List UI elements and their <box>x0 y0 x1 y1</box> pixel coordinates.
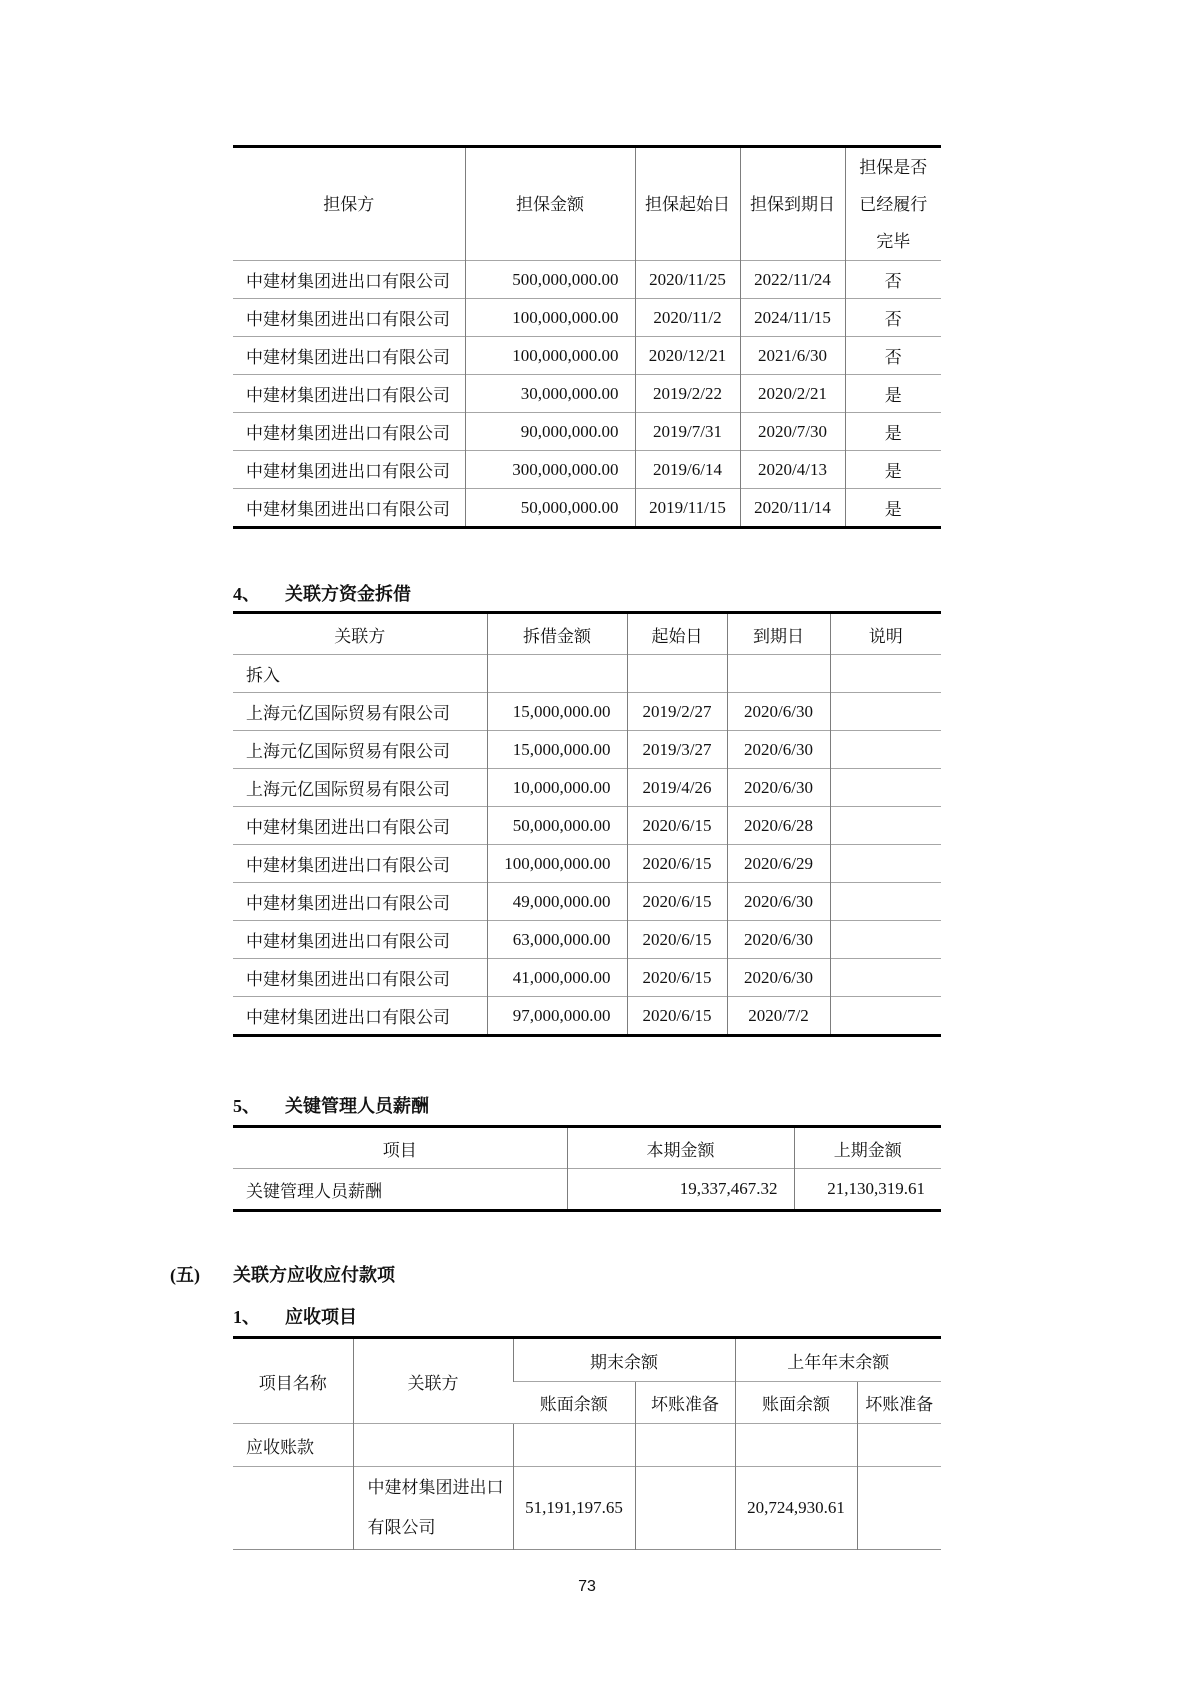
table-cell <box>635 1424 735 1467</box>
table-cell: 15,000,000.00 <box>487 731 627 769</box>
table-cell <box>830 655 941 693</box>
table-cell <box>635 1467 735 1550</box>
compensation-table <box>233 1125 941 1212</box>
table-cell: 中建材集团进出口有限公司 <box>233 883 487 921</box>
section-number: 4、 <box>233 584 260 604</box>
lending-table <box>233 611 941 1037</box>
table-cell: 2020/11/14 <box>740 489 845 528</box>
col-prior-book-balance: 账面余额 <box>735 1382 857 1424</box>
compensation-table-body <box>233 1169 941 1211</box>
table-cell: 2019/7/31 <box>635 413 740 451</box>
table-cell: 2019/4/26 <box>627 769 727 807</box>
page-content <box>170 145 941 1596</box>
guarantee-table-header <box>233 147 941 261</box>
header-line: 担保是否 <box>859 157 928 177</box>
table-cell: 41,000,000.00 <box>487 959 627 997</box>
table-cell: 63,000,000.00 <box>487 921 627 959</box>
table-cell: 中建材集团进出口有限公司 <box>233 261 465 299</box>
section-number: (五) <box>170 1265 200 1285</box>
section-number: 5、 <box>233 1096 260 1116</box>
guarantee-table <box>233 145 941 529</box>
table-row <box>233 845 941 883</box>
table-cell: 15,000,000.00 <box>487 693 627 731</box>
table-cell: 上海元亿国际贸易有限公司 <box>233 693 487 731</box>
table-cell: 2020/6/28 <box>727 807 830 845</box>
table-cell: 中建材集团进出口有限公司 <box>233 997 487 1036</box>
col-lending-amount: 拆借金额 <box>487 613 627 655</box>
table-cell <box>830 693 941 731</box>
table-cell: 2020/6/30 <box>727 731 830 769</box>
table-row <box>233 1169 941 1211</box>
col-group-ending-balance: 期末余额 <box>513 1338 735 1382</box>
section-heading-receivables-payables <box>170 1262 941 1288</box>
table-cell: 30,000,000.00 <box>465 375 635 413</box>
table-cell: 否 <box>845 299 941 337</box>
table-cell: 是 <box>845 489 941 528</box>
table-cell <box>830 769 941 807</box>
table-cell <box>627 655 727 693</box>
col-current-amount: 本期金额 <box>567 1127 794 1169</box>
table-cell: 97,000,000.00 <box>487 997 627 1036</box>
table-cell: 2020/6/30 <box>727 769 830 807</box>
col-guarantor: 担保方 <box>323 194 375 214</box>
table-cell: 中建材集团进出口有限公司 <box>233 807 487 845</box>
table-cell: 2020/4/13 <box>740 451 845 489</box>
table-row <box>233 1424 941 1467</box>
table-cell: 2020/12/21 <box>635 337 740 375</box>
lending-table-header <box>233 613 941 655</box>
section-heading-lending <box>233 581 941 607</box>
col-ending-bad-debt: 坏账准备 <box>635 1382 735 1424</box>
table-cell: 关键管理人员薪酬 <box>233 1169 567 1211</box>
table-cell: 2020/6/30 <box>727 883 830 921</box>
section-heading-compensation <box>233 1093 941 1119</box>
receivables-table-header <box>233 1338 941 1424</box>
subsection-title: 应收项目 <box>285 1307 357 1327</box>
table-row <box>233 655 941 693</box>
col-related-party: 关联方 <box>334 626 386 646</box>
table-cell: 应收账款 <box>233 1424 353 1467</box>
table-cell <box>727 655 830 693</box>
table-cell: 中建材集团进出口有限公司 <box>233 489 465 528</box>
receivables-table <box>233 1336 941 1550</box>
table-cell: 100,000,000.00 <box>465 299 635 337</box>
table-cell: 2020/6/29 <box>727 845 830 883</box>
table-cell: 2021/6/30 <box>740 337 845 375</box>
table-cell: 2020/2/21 <box>740 375 845 413</box>
table-cell: 20,724,930.61 <box>735 1467 857 1550</box>
guarantee-table-body <box>233 261 941 528</box>
table-cell <box>353 1424 513 1467</box>
table-cell: 中建材集团进出口有限公司 <box>233 337 465 375</box>
table-row <box>233 921 941 959</box>
table-cell: 500,000,000.00 <box>465 261 635 299</box>
table-cell: 2019/6/14 <box>635 451 740 489</box>
table-cell: 50,000,000.00 <box>465 489 635 528</box>
table-row <box>233 959 941 997</box>
section-title: 关联方资金拆借 <box>285 584 411 604</box>
table-row <box>233 337 941 375</box>
table-header-row <box>233 1127 941 1169</box>
table-cell: 2020/6/15 <box>627 921 727 959</box>
table-cell: 90,000,000.00 <box>465 413 635 451</box>
table-row <box>233 731 941 769</box>
subsection-number: 1、 <box>233 1307 260 1327</box>
table-cell: 中建材集团进出口有限公司 <box>233 451 465 489</box>
table-cell: 2019/3/27 <box>627 731 727 769</box>
table-row <box>233 375 941 413</box>
table-cell: 300,000,000.00 <box>465 451 635 489</box>
table-cell <box>830 959 941 997</box>
table-row <box>233 693 941 731</box>
table-row <box>233 1467 941 1550</box>
table-cell: 2020/6/15 <box>627 959 727 997</box>
table-header-row <box>233 1338 941 1382</box>
table-row <box>233 769 941 807</box>
table-cell: 2020/7/2 <box>727 997 830 1036</box>
section-title: 关键管理人员薪酬 <box>285 1096 429 1116</box>
col-prior-amount: 上期金额 <box>794 1127 941 1169</box>
table-cell: 10,000,000.00 <box>487 769 627 807</box>
table-cell: 是 <box>845 413 941 451</box>
compensation-table-header <box>233 1127 941 1169</box>
table-row <box>233 807 941 845</box>
table-row <box>233 883 941 921</box>
table-cell: 2019/2/22 <box>635 375 740 413</box>
col-item-name: 项目名称 <box>258 1373 327 1393</box>
table-cell <box>830 921 941 959</box>
table-cell: 2022/11/24 <box>740 261 845 299</box>
table-cell: 51,191,197.65 <box>513 1467 635 1550</box>
table-header-row <box>233 147 941 261</box>
table-cell: 2019/2/27 <box>627 693 727 731</box>
table-header-row <box>233 613 941 655</box>
table-cell: 19,337,467.32 <box>567 1169 794 1211</box>
table-cell <box>857 1467 941 1550</box>
col-guarantee-start-date: 担保起始日 <box>635 147 740 261</box>
table-cell: 2020/6/30 <box>727 959 830 997</box>
table-cell: 中建材集团进出口有限公司 <box>233 845 487 883</box>
table-cell <box>830 731 941 769</box>
table-cell: 中建材集团进出口有限公司 <box>233 413 465 451</box>
col-item: 项目 <box>382 1140 417 1160</box>
table-cell: 2020/6/15 <box>627 883 727 921</box>
header-line: 完毕 <box>876 231 911 251</box>
col-start-date: 起始日 <box>627 613 727 655</box>
table-cell: 2020/6/30 <box>727 921 830 959</box>
table-cell <box>513 1424 635 1467</box>
table-cell: 是 <box>845 375 941 413</box>
col-end-date: 到期日 <box>727 613 830 655</box>
table-cell: 中建材集团进出口有限公司 <box>353 1467 513 1550</box>
table-cell <box>233 1467 353 1550</box>
table-cell: 否 <box>845 337 941 375</box>
table-cell: 2020/6/15 <box>627 997 727 1036</box>
table-row <box>233 997 941 1036</box>
lending-table-body <box>233 655 941 1036</box>
col-guarantee-end-date: 担保到期日 <box>740 147 845 261</box>
table-row <box>233 261 941 299</box>
table-cell: 21,130,319.61 <box>794 1169 941 1211</box>
table-cell <box>830 845 941 883</box>
table-cell: 中建材集团进出口有限公司 <box>233 375 465 413</box>
table-cell <box>830 997 941 1036</box>
table-cell <box>830 807 941 845</box>
section-title: 关联方应收应付款项 <box>233 1265 395 1285</box>
table-cell: 49,000,000.00 <box>487 883 627 921</box>
table-cell: 2019/11/15 <box>635 489 740 528</box>
page-number: 73 <box>578 1578 596 1595</box>
table-cell: 上海元亿国际贸易有限公司 <box>233 731 487 769</box>
table-cell: 拆入 <box>233 655 487 693</box>
header-line: 已经履行 <box>859 194 928 214</box>
table-row <box>233 489 941 528</box>
col-group-prior-year-balance: 上年年末余额 <box>735 1338 941 1382</box>
receivables-table-body <box>233 1424 941 1550</box>
table-cell: 上海元亿国际贸易有限公司 <box>233 769 487 807</box>
col-prior-bad-debt: 坏账准备 <box>857 1382 941 1424</box>
col-ending-book-balance: 账面余额 <box>513 1382 635 1424</box>
col-guarantee-fulfilled <box>845 147 941 261</box>
table-cell <box>487 655 627 693</box>
table-cell: 100,000,000.00 <box>487 845 627 883</box>
col-related-party: 关联方 <box>353 1338 513 1424</box>
table-cell: 2020/7/30 <box>740 413 845 451</box>
table-cell <box>735 1424 857 1467</box>
table-cell: 100,000,000.00 <box>465 337 635 375</box>
table-cell: 否 <box>845 261 941 299</box>
col-note: 说明 <box>830 613 941 655</box>
table-row <box>233 451 941 489</box>
table-cell: 50,000,000.00 <box>487 807 627 845</box>
table-cell: 中建材集团进出口有限公司 <box>233 299 465 337</box>
table-cell: 2024/11/15 <box>740 299 845 337</box>
col-guarantee-amount: 担保金额 <box>465 147 635 261</box>
table-cell: 是 <box>845 451 941 489</box>
table-cell: 2020/6/30 <box>727 693 830 731</box>
subsection-heading-receivable-items <box>233 1304 941 1330</box>
table-row <box>233 413 941 451</box>
table-cell: 2020/11/2 <box>635 299 740 337</box>
table-cell <box>857 1424 941 1467</box>
table-cell <box>830 883 941 921</box>
table-cell: 2020/6/15 <box>627 845 727 883</box>
table-cell: 2020/11/25 <box>635 261 740 299</box>
table-cell: 中建材集团进出口有限公司 <box>233 921 487 959</box>
table-row <box>233 299 941 337</box>
table-cell: 2020/6/15 <box>627 807 727 845</box>
table-cell: 中建材集团进出口有限公司 <box>233 959 487 997</box>
